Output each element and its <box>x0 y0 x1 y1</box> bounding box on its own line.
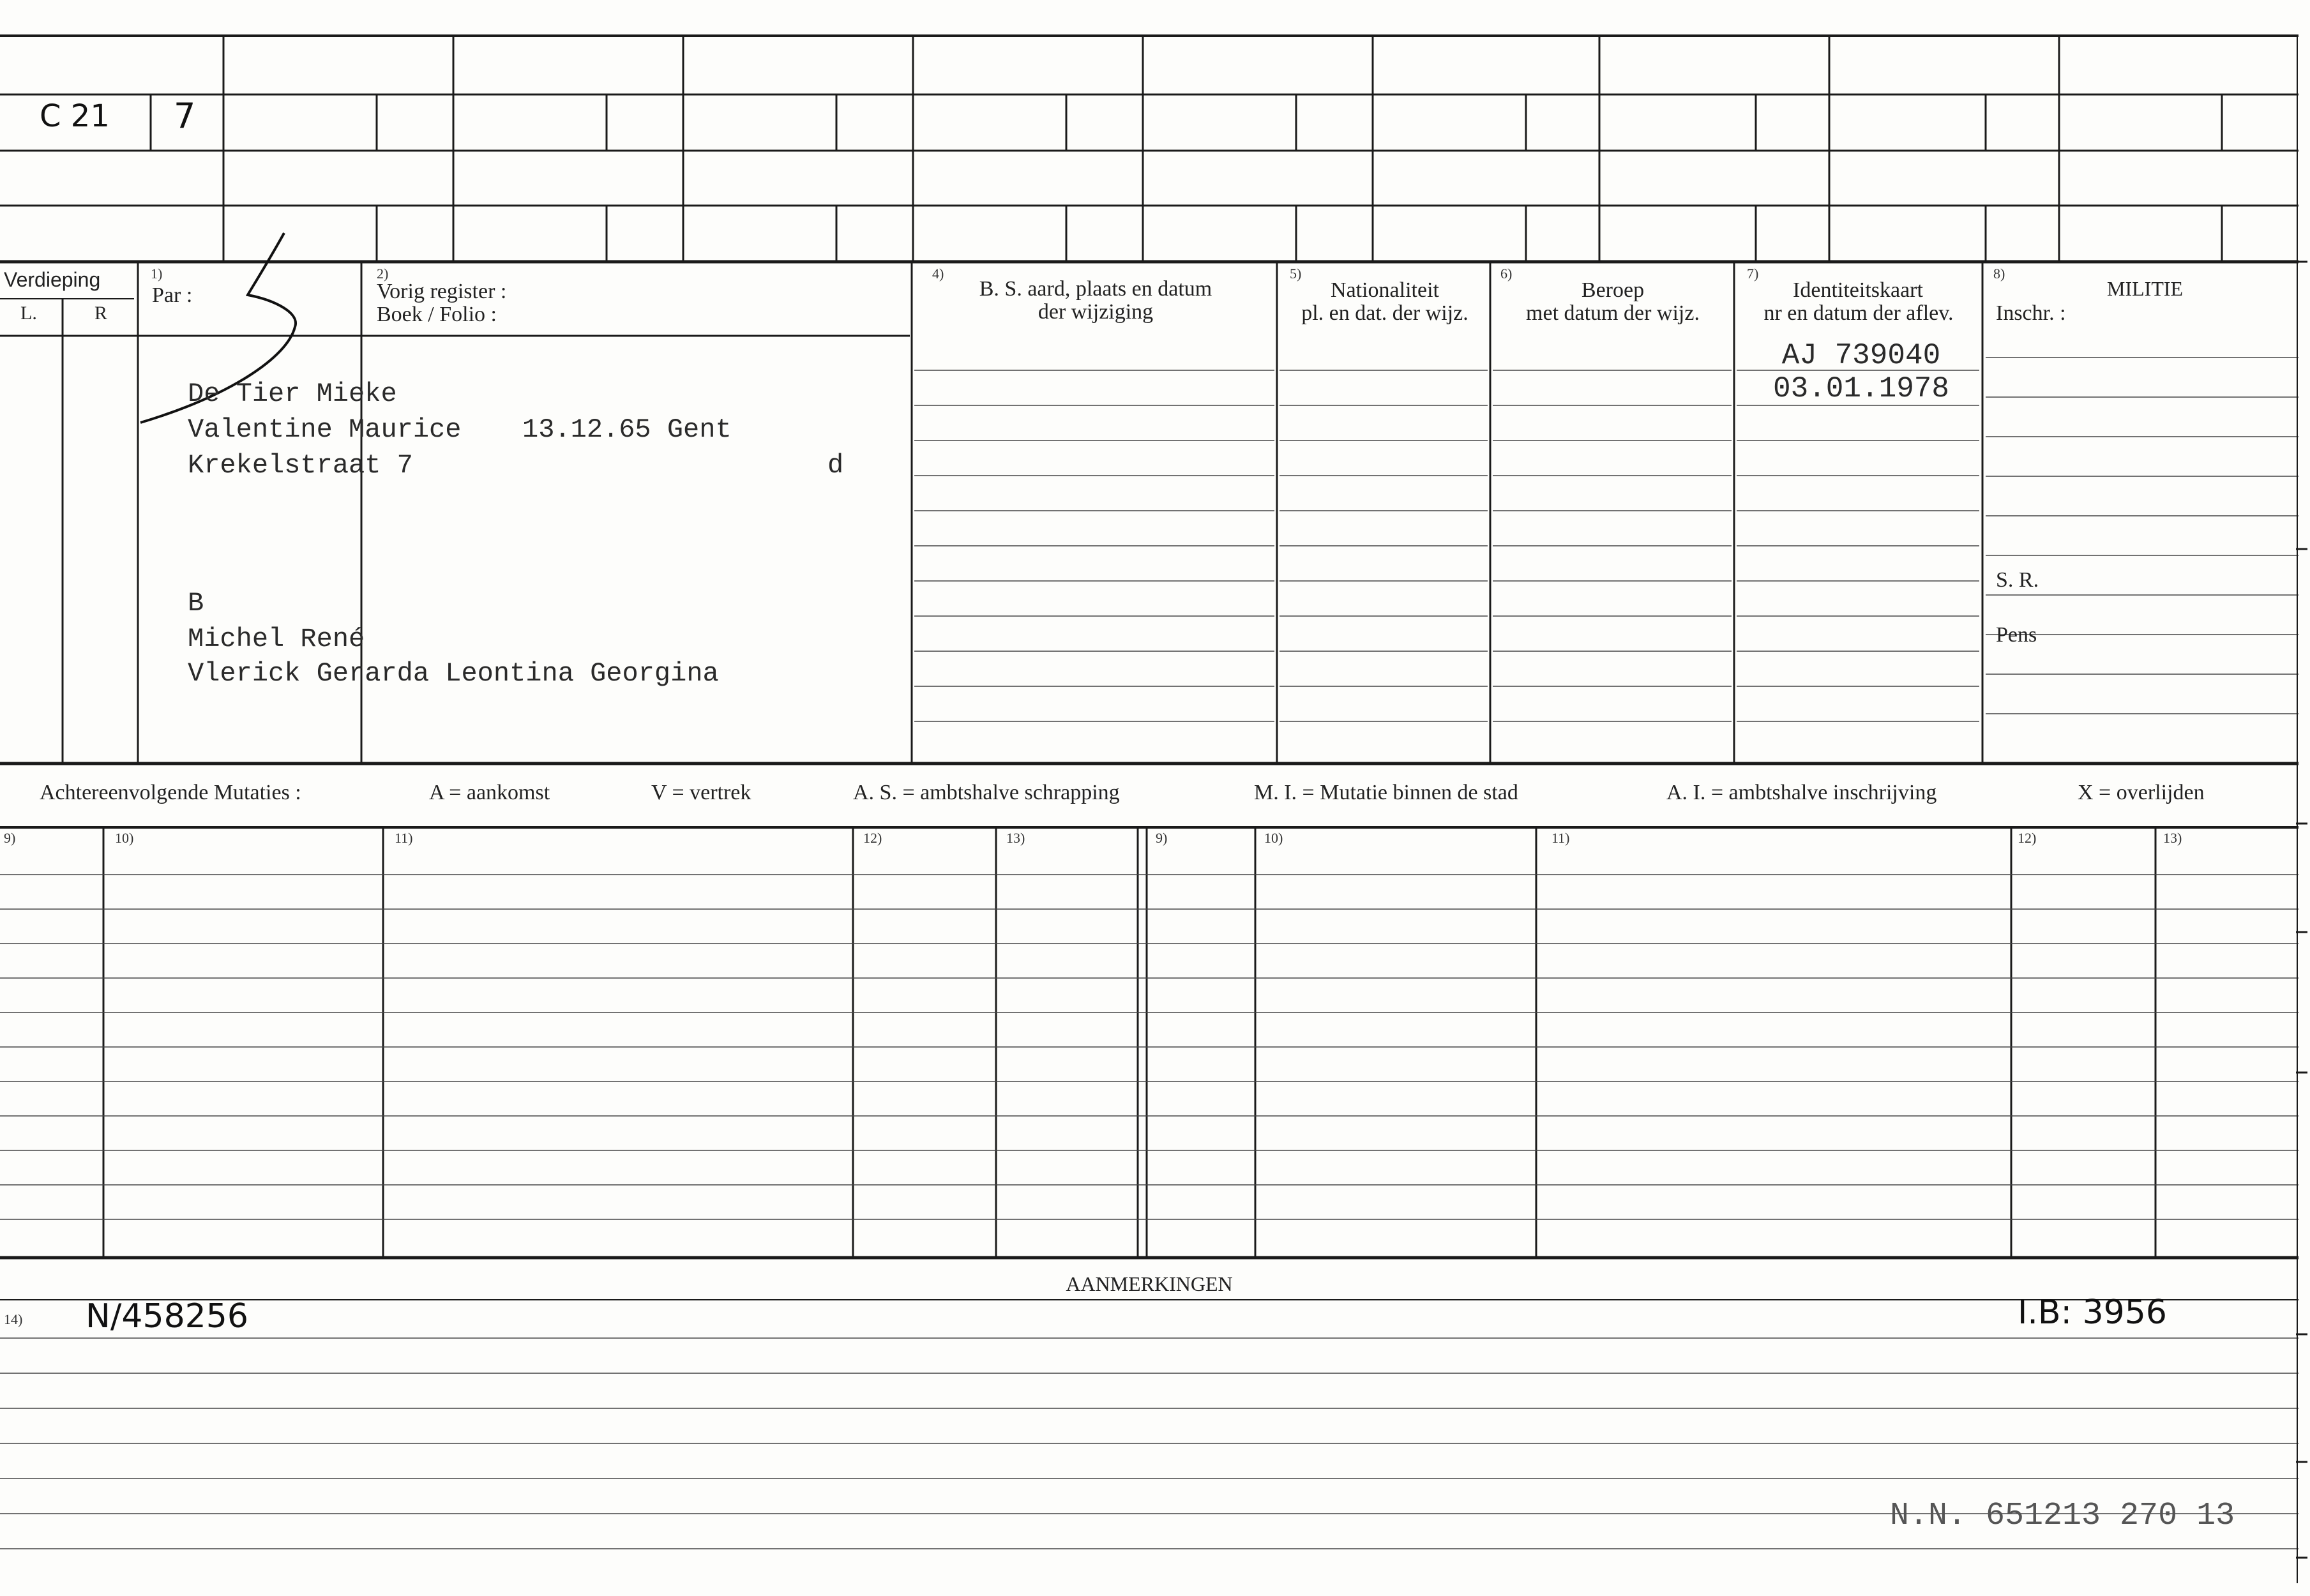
col1-label: Par : <box>152 283 193 307</box>
person-line-2-birth: 13.12.65 Gent <box>522 414 732 445</box>
col6-label-2: met datum der wijz. <box>1526 301 1700 325</box>
mutation-legend-x: X = overlijden <box>2078 781 2205 804</box>
col1-number: 1) <box>151 266 163 282</box>
person-line-5: B <box>188 588 204 619</box>
remarks-ib-number: I.B: 3956 <box>2018 1293 2167 1332</box>
person-line-1: De Tier Mieke <box>188 379 397 409</box>
mutation-col-number: 13) <box>1006 830 1025 846</box>
person-mark-d: d <box>827 450 844 481</box>
col8-number: 8) <box>1993 266 2005 282</box>
verdieping-l-label: L. <box>20 303 37 324</box>
mutation-col-number: 12) <box>2018 830 2037 846</box>
col7-label-1: Identiteitskaart <box>1793 278 1923 302</box>
col8-pens-label: Pens <box>1996 623 2037 647</box>
identity-card-date: 03.01.1978 <box>1772 372 1950 405</box>
mutation-legend-mi: M. I. = Mutatie binnen de stad <box>1254 781 1518 804</box>
mutation-col-number: 9) <box>1156 830 1168 846</box>
mutations-title: Achtereenvolgende Mutaties : <box>40 781 301 804</box>
person-line-7: Vlerick Gerarda Leontina Georgina <box>188 658 719 689</box>
col5-number: 5) <box>1290 266 1302 282</box>
person-line-2-name: Valentine Maurice <box>188 414 462 445</box>
col4-number: 4) <box>932 266 944 282</box>
mutation-col-number: 13) <box>2163 830 2182 846</box>
header-code: C 21 <box>40 98 110 134</box>
verdieping-r-label: R <box>94 303 108 324</box>
col8-label-2: Inschr. : <box>1996 301 2066 325</box>
mutation-legend-a: A = aankomst <box>429 781 550 804</box>
remarks-title: AANMERKINGEN <box>1066 1272 1233 1295</box>
col8-label-1: MILITIE <box>2107 277 2184 300</box>
national-number: N.N. 651213 270 13 <box>1890 1498 2235 1534</box>
col2-label-2: Boek / Folio : <box>377 303 497 326</box>
mutation-legend-v: V = vertrek <box>651 781 751 804</box>
verdieping-label: Verdieping <box>4 268 101 291</box>
col5-label-1: Nationaliteit <box>1331 278 1439 302</box>
col6-label-1: Beroep <box>1581 278 1645 302</box>
col7-label-2: nr en datum der aflev. <box>1763 301 1954 325</box>
mutation-legend-ai: A. I. = ambtshalve inschrijving <box>1666 781 1937 804</box>
col8-sr-label: S. R. <box>1996 568 2039 592</box>
col2-number: 2) <box>377 266 389 282</box>
mutation-legend-as: A. S. = ambtshalve schrapping <box>853 781 1120 804</box>
mutation-col-number: 11) <box>1551 830 1570 846</box>
mutation-col-number: 12) <box>863 830 882 846</box>
mutation-col-number: 9) <box>4 830 16 846</box>
mutation-col-number: 10) <box>1264 830 1283 846</box>
identity-card-number: AJ 739040 <box>1781 339 1941 372</box>
remarks-number: 14) <box>4 1311 23 1327</box>
col4-label-1: B. S. aard, plaats en datum <box>979 277 1212 301</box>
col5-label-2: pl. en dat. der wijz. <box>1301 301 1468 325</box>
person-line-3: Krekelstraat 7 <box>188 450 413 481</box>
mutation-col-number: 10) <box>115 830 134 846</box>
mutation-col-number: 11) <box>395 830 413 846</box>
col4-label-2: der wijziging <box>1038 300 1154 324</box>
person-line-6: Michel René <box>188 624 365 654</box>
header-number: 7 <box>174 96 196 136</box>
col6-number: 6) <box>1500 266 1513 282</box>
remarks-reference: N/458256 <box>86 1297 248 1336</box>
col2-label-1: Vorig register : <box>377 280 507 303</box>
col7-number: 7) <box>1747 266 1759 282</box>
